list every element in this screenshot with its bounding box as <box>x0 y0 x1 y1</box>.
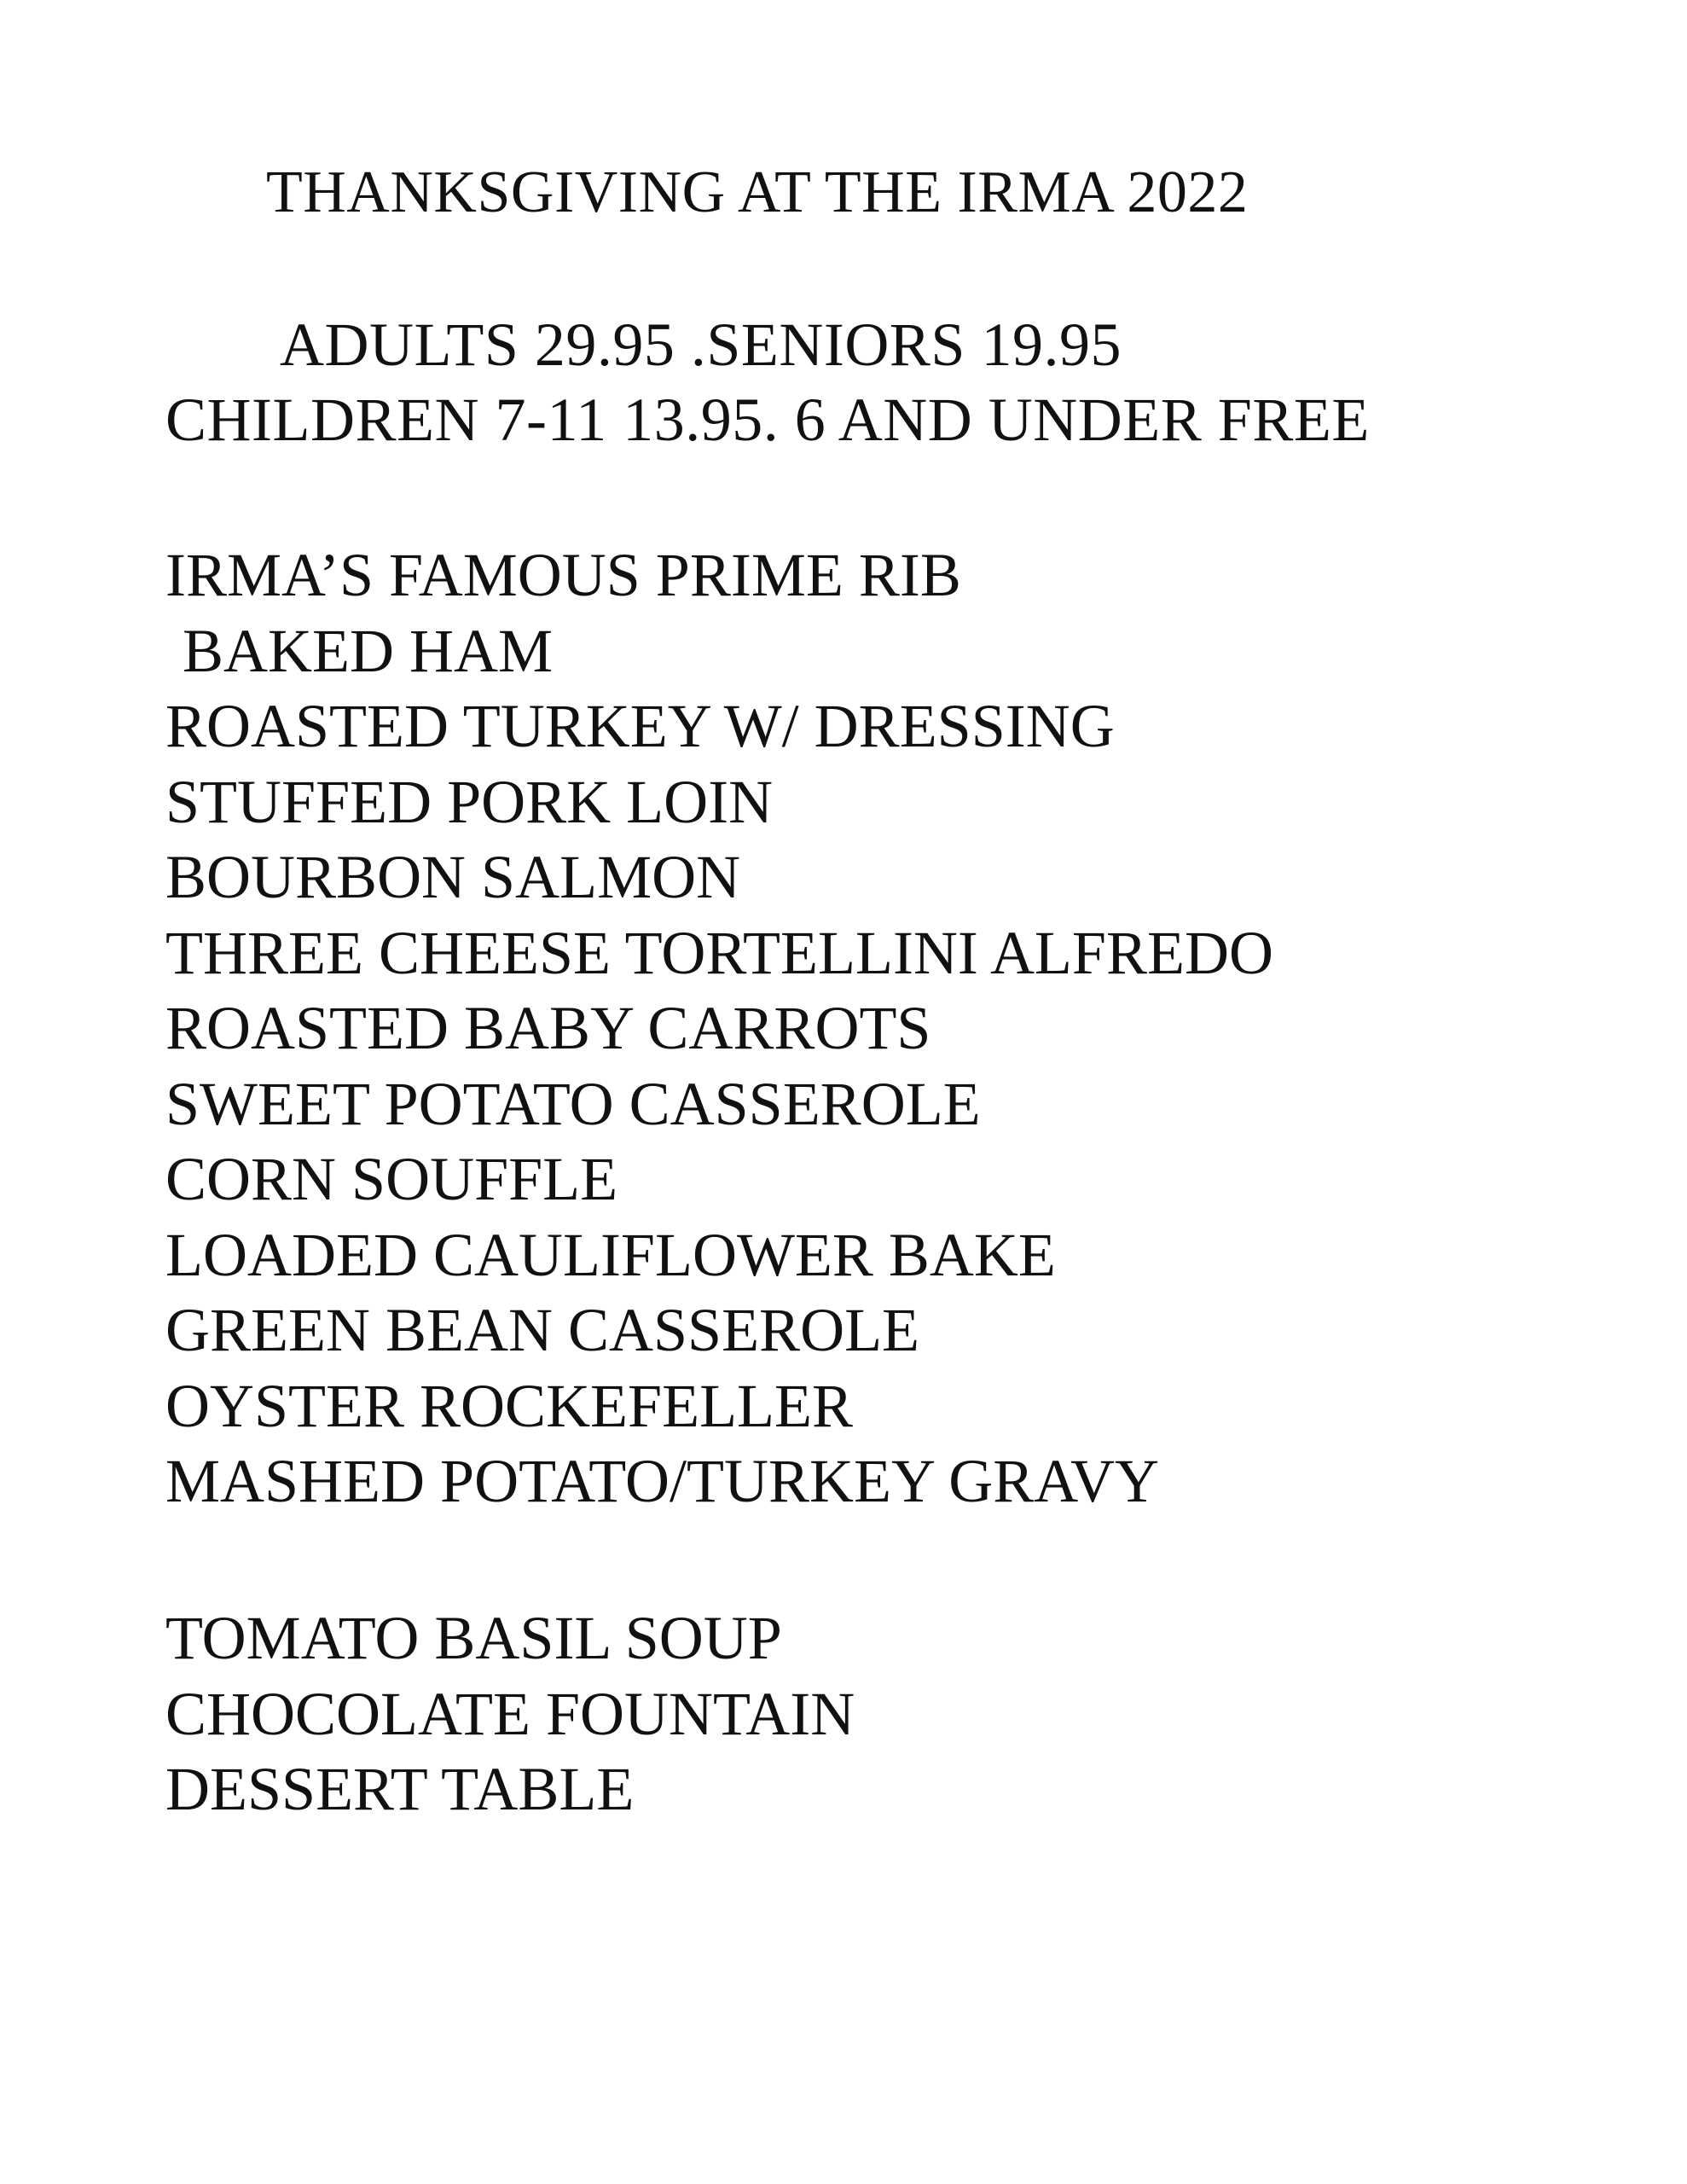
page-title: THANKSGIVING AT THE IRMA 2022 <box>266 160 1249 225</box>
list-item: OYSTER ROCKEFELLER <box>165 1371 854 1440</box>
list-item: MASHED POTATO/TURKEY GRAVY <box>165 1447 1160 1515</box>
list-item: CHOCOLATE FOUNTAIN <box>165 1679 855 1748</box>
list-item: STUFFED PORK LOIN <box>165 767 774 836</box>
pricing-adults-seniors: ADULTS 29.95 .SENIORS 19.95 <box>280 311 1122 379</box>
list-item: GREEN BEAN CASSEROLE <box>165 1296 920 1364</box>
list-item: ROASTED TURKEY W/ DRESSING <box>165 692 1115 760</box>
list-item: TOMATO BASIL SOUP <box>165 1604 782 1672</box>
extras-list <box>165 1600 855 1827</box>
list-item: BOURBON SALMON <box>165 843 741 911</box>
list-item: ROASTED BABY CARROTS <box>165 994 931 1062</box>
pricing-children: CHILDREN 7-11 13.95. 6 AND UNDER FREE <box>165 386 1370 454</box>
list-item: BAKED HAM <box>183 616 554 685</box>
list-item: DESSERT TABLE <box>165 1755 635 1823</box>
list-item: IRMA’S FAMOUS PRIME RIB <box>165 541 961 609</box>
list-item: CORN SOUFFLE <box>165 1145 618 1213</box>
list-item: SWEET POTATO CASSEROLE <box>165 1069 981 1138</box>
list-item: THREE CHEESE TORTELLINI ALFREDO <box>165 918 1273 987</box>
list-item: LOADED CAULIFLOWER BAKE <box>165 1220 1056 1289</box>
entree-sides-list <box>165 537 1273 1519</box>
